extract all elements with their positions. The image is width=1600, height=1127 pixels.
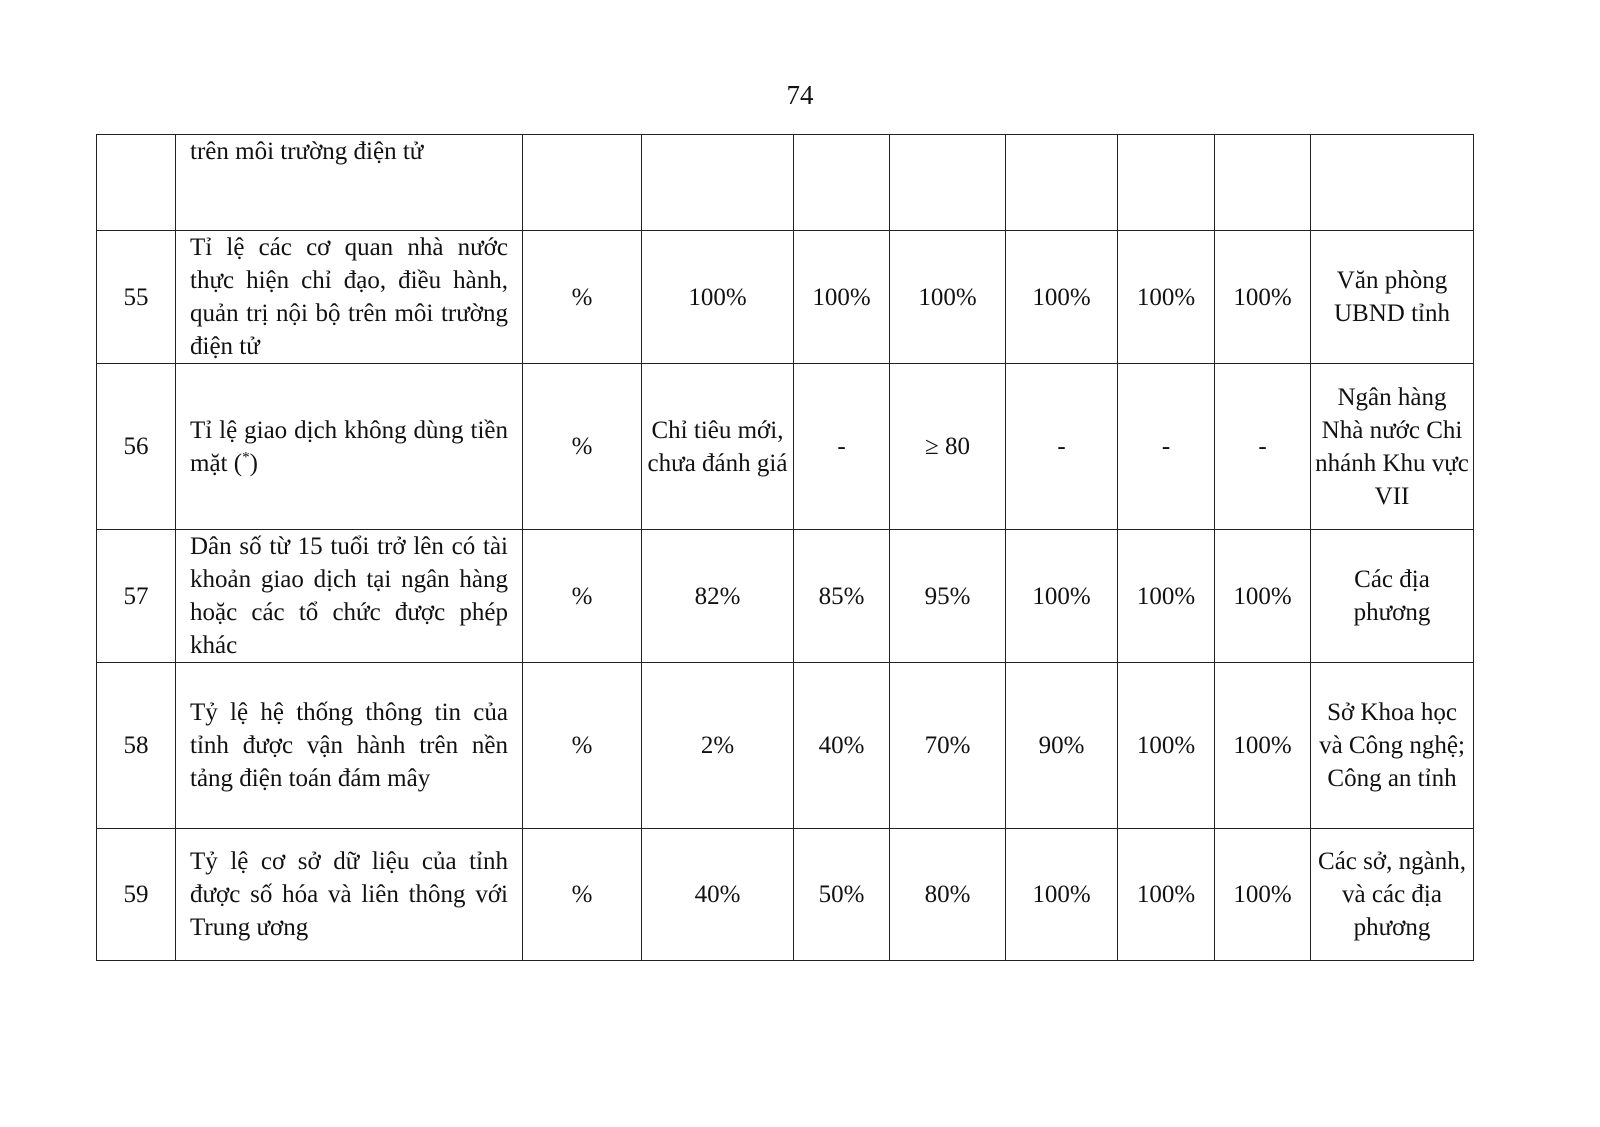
value-cell: 100% [890,231,1006,364]
table-row [97,663,1474,829]
value-cell [1215,135,1311,231]
value-cell: 50% [794,829,890,961]
unit-cell: % [523,829,642,961]
description-cell: Tỉ lệ các cơ quan nhà nước thực hiện chỉ đạo, điều hành, quản trị nội bộ trên môi trường điện tử [176,231,523,364]
value-cell [642,135,794,231]
description-cell: Tỷ lệ cơ sở dữ liệu của tỉnh được số hóa và liên thông với Trung ương [176,829,523,961]
value-cell: 40% [642,829,794,961]
value-cell: 100% [794,231,890,364]
stt-cell: 58 [97,663,176,829]
indicator-table [96,134,1474,961]
value-cell: 100% [1006,231,1118,364]
value-cell: 90% [1006,663,1118,829]
table-row [97,364,1474,530]
unit-cell: % [523,364,642,530]
value-cell: - [1215,364,1311,530]
responsible-cell: Sở Khoa học và Công nghệ; Công an tỉnh [1311,663,1474,829]
value-cell: 80% [890,829,1006,961]
responsible-cell: Văn phòng UBND tỉnh [1311,231,1474,364]
value-cell: 2% [642,663,794,829]
description-cell: Tỷ lệ hệ thống thông tin của tỉnh được vận hành trên nền tảng điện toán đám mây [176,663,523,829]
value-cell: 100% [642,231,794,364]
value-cell: 85% [794,530,890,663]
table-row-continuation [97,135,1474,231]
value-cell: 70% [890,663,1006,829]
unit-cell: % [523,231,642,364]
footnote-mark: * [242,449,250,466]
stt-cell: 57 [97,530,176,663]
responsible-cell: Các địa phương [1311,530,1474,663]
value-cell: 100% [1118,663,1215,829]
value-cell: Chỉ tiêu mới, chưa đánh giá [642,364,794,530]
value-cell: 95% [890,530,1006,663]
table-row [97,231,1474,364]
responsible-cell: Ngân hàng Nhà nước Chi nhánh Khu vực VII [1311,364,1474,530]
value-cell: 100% [1118,829,1215,961]
responsible-cell [1311,135,1474,231]
description-text: Tỉ lệ giao dịch không dùng tiền mặt ( [190,416,508,477]
value-cell [890,135,1006,231]
unit-cell [523,135,642,231]
value-cell: 100% [1006,829,1118,961]
value-cell: 100% [1215,829,1311,961]
value-cell: ≥ 80 [890,364,1006,530]
value-cell [1006,135,1118,231]
unit-cell: % [523,663,642,829]
value-cell [794,135,890,231]
stt-cell [97,135,176,231]
stt-cell: 56 [97,364,176,530]
value-cell [1118,135,1215,231]
description-cell: Dân số từ 15 tuổi trở lên có tài khoản giao dịch tại ngân hàng hoặc các tổ chức được phép khác [176,530,523,663]
value-cell: 100% [1215,663,1311,829]
value-cell: - [1118,364,1215,530]
table-row [97,530,1474,663]
unit-cell: % [523,530,642,663]
description-cell: trên môi trường điện tử [176,135,523,231]
value-cell: - [1006,364,1118,530]
description-text-end: ) [249,449,258,477]
value-cell: 100% [1215,530,1311,663]
stt-cell: 55 [97,231,176,364]
responsible-cell: Các sở, ngành, và các địa phương [1311,829,1474,961]
value-cell: 82% [642,530,794,663]
value-cell: 100% [1118,530,1215,663]
value-cell: - [794,364,890,530]
description-cell [176,364,523,530]
value-cell: 100% [1215,231,1311,364]
stt-cell: 59 [97,829,176,961]
table-row [97,829,1474,961]
value-cell: 100% [1006,530,1118,663]
value-cell: 100% [1118,231,1215,364]
value-cell: 40% [794,663,890,829]
page-number: 74 [786,80,814,110]
